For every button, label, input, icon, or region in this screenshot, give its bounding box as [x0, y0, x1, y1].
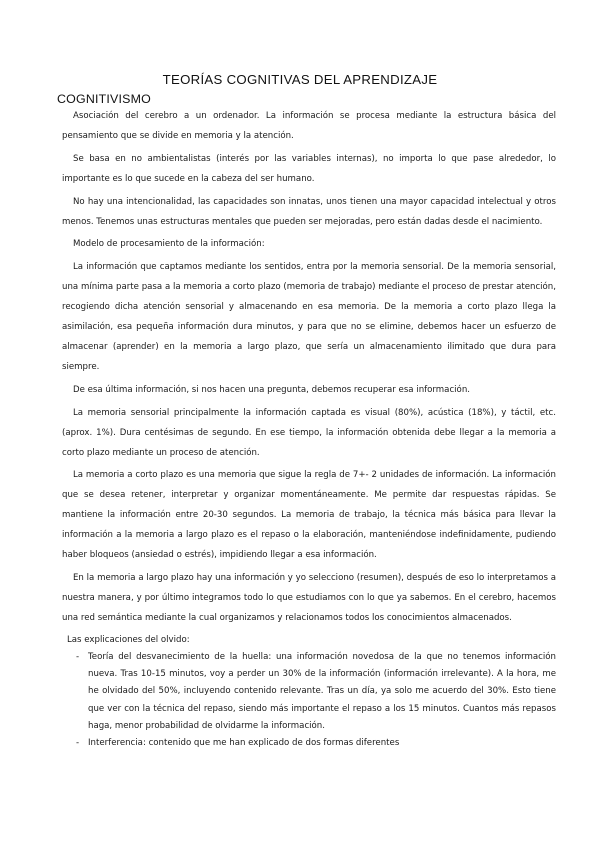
paragraph: La memoria sensorial principalmente la información captada es visual (80%), acústica (18%), y táctil, etc. (aprox. 1%). Dura centésimas de segundo. En ese tiempo, la información obtenida debe llegar a la memoria a corto plazo mediante un proceso de atención. [62, 407, 556, 458]
document-body [62, 107, 556, 752]
bullet-list [62, 649, 556, 753]
list-heading: Las explicaciones del olvido: [67, 634, 190, 645]
list-item: - Teoría del desvanecimiento de la huella: una información novedosa de la que no tenemos información nueva. Tras 10-15 minutos, voy a perder un 30% de la información (información irrelevante). A la hora, me he olvidado del 50%, incluyendo contenido relevante. Tras un día, ya solo me acuerdo del 30%. Esto tiene que ver con la técnica del repaso, siendo más importante el repaso a los 15 minutos. Cuantos más repasos haga, menor probabilidad de olvidarme la información. [62, 649, 556, 735]
paragraph: La información que captamos mediante los sentidos, entra por la memoria sensorial. De la memoria sensorial, una mínima parte pasa a la memoria a corto plazo (memoria de trabajo) mediante el proceso de prestar atención, recogiendo dicha atención sensorial y almacenando en esa memoria. De la memoria a corto plazo llega la asimilación, esa pequeña información dura minutos, y para que no se elimine, debemos hacer un esfuerzo de almacenar (aprender) en la memoria a largo plazo, que sería un almacenamiento ilimitado que dura para siempre. [62, 262, 556, 372]
paragraph: Se basa en no ambientalistas (interés por las variables internas), no importa lo que pase alrededor, lo importante es lo que sucede en la cabeza del ser humano. [62, 153, 556, 184]
paragraph: De esa última información, si nos hacen una pregunta, debemos recuperar esa información. [73, 384, 470, 395]
list-item: - Interferencia: contenido que me han explicado de dos formas diferentes [62, 735, 556, 752]
paragraph: No hay una intencionalidad, las capacidades son innatas, unos tienen una mayor capacidad intelectual y otros menos. Tenemos unas estructuras mentales que pueden ser mejoradas, pero están dadas desde el nacimiento. [62, 196, 556, 227]
paragraph: La memoria a corto plazo es una memoria que sigue la regla de 7+- 2 unidades de información. La información que se desea retener, interpretar y organizar momentáneamente. Me permite dar respuestas rápidas. Se mantiene la información entre 20-30 segundos. La memoria de trabajo, la técnica más básica para llevar la información a la memoria a largo plazo es el repaso o la elaboración, manteniéndose indefinidamente, pudiendo haber bloqueos (ansiedad o estrés), impidiendo llegar a esa información. [62, 470, 556, 561]
document-title: TEORÍAS COGNITIVAS DEL APRENDIZAJE [162, 72, 438, 87]
forgetting-explanations [62, 632, 556, 753]
section-heading: COGNITIVISMO [57, 92, 151, 106]
paragraph: Asociación del cerebro a un ordenador. La información se procesa mediante la estructura básica del pensamiento que se divide en memoria y la atención. [62, 111, 556, 141]
paragraph: Modelo de procesamiento de la información: [73, 239, 265, 250]
paragraph: En la memoria a largo plazo hay una información y yo selecciono (resumen), después de eso lo interpretamos a nuestra manera, y por último integramos todo lo que estudiamos con lo que ya sabemos. En el cerebro, hacemos una red semántica mediante la cual organizamos y relacionamos todos los conocimientos almacenados. [62, 572, 556, 623]
